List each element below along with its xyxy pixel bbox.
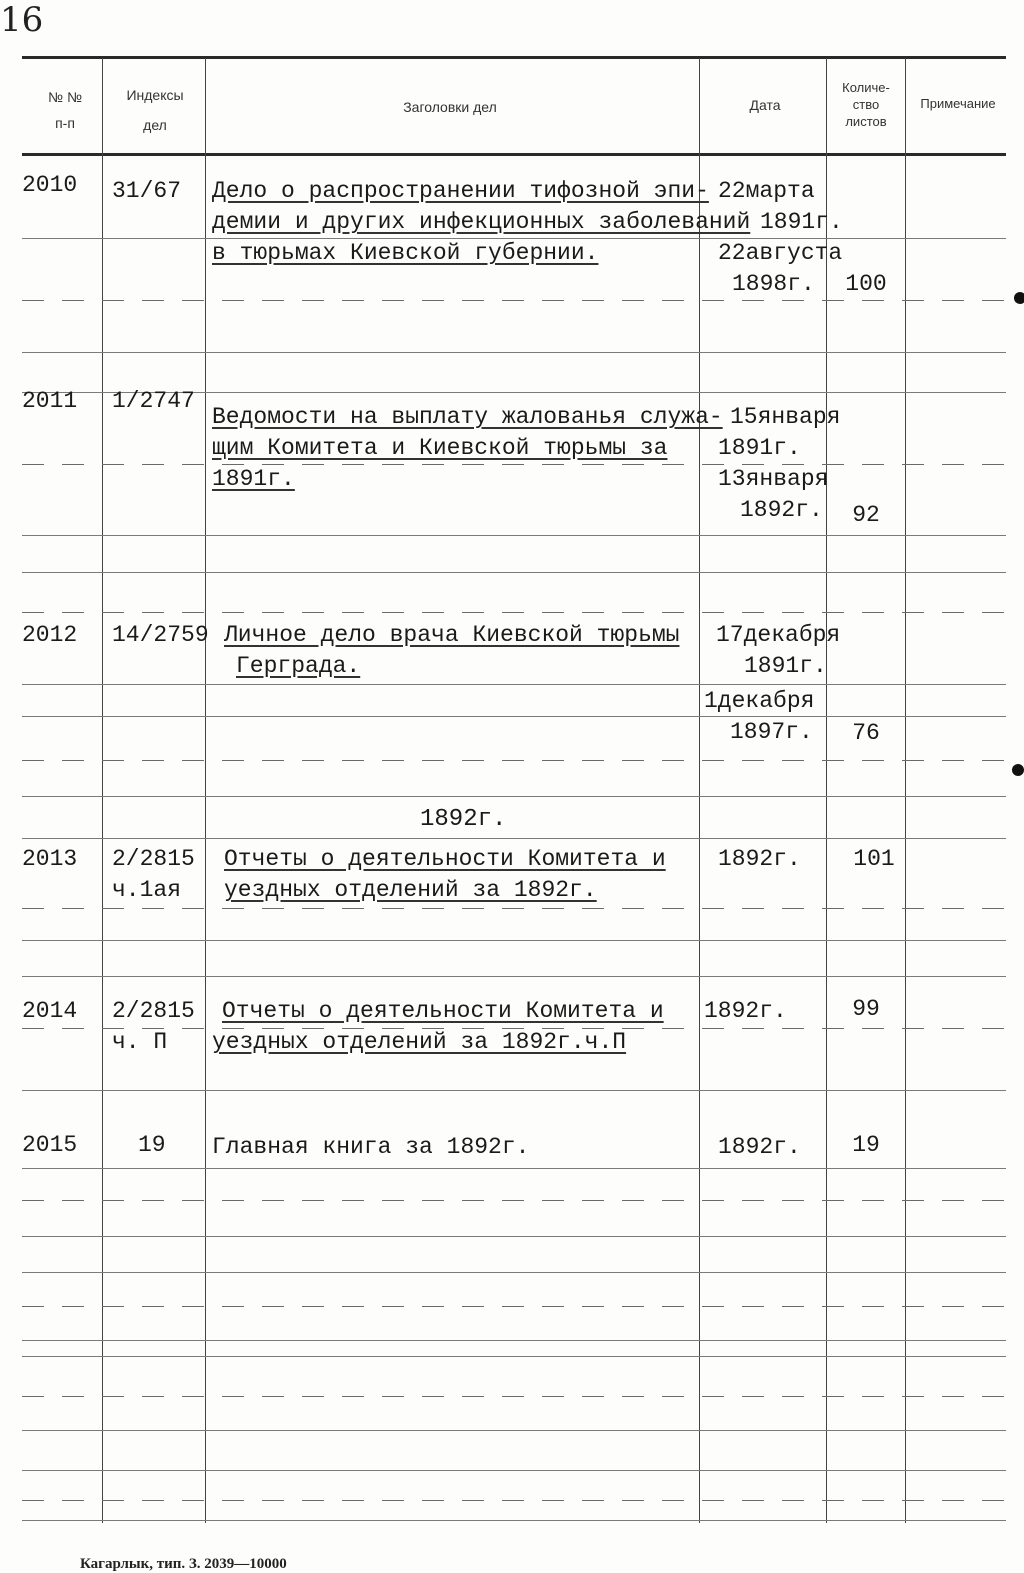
ruled-line xyxy=(22,1520,1006,1521)
ruled-line xyxy=(22,976,1006,977)
header-note: Примечание xyxy=(920,96,996,111)
date-line: 1898г. xyxy=(732,271,815,297)
ruled-line xyxy=(22,1200,1006,1201)
title-line: демии и других инфекционных заболеваний xyxy=(212,209,751,235)
header-titles: Заголовки дел xyxy=(403,99,497,115)
index-line: ч.1ая xyxy=(112,877,182,903)
entry-number: 2010 xyxy=(22,172,78,198)
title-line: щим Комитета и Киевской тюрьмы за xyxy=(212,435,668,461)
date-line: 15января xyxy=(730,404,841,430)
scan-blot xyxy=(1012,764,1024,776)
title-line: уездных отделений за 1892г. xyxy=(224,877,597,903)
column-divider xyxy=(905,58,906,1523)
title-line: Главная книга за 1892г. xyxy=(212,1134,530,1160)
date-line: 1897г. xyxy=(730,719,813,745)
ruled-line xyxy=(22,684,1006,685)
entry-title xyxy=(212,402,723,495)
entry-index: 31/67 xyxy=(112,178,182,204)
index-line: ч. П xyxy=(112,1029,168,1055)
entry-number: 2012 xyxy=(22,622,78,648)
entry-number: 2013 xyxy=(22,846,78,872)
printer-imprint: Кагарлык, тип. З. 2039—10000 xyxy=(80,1556,287,1572)
entry-number: 2015 xyxy=(22,1132,78,1158)
date-line: 1891г. xyxy=(760,209,843,235)
title-line: Герграда. xyxy=(236,653,361,679)
entry-number: 2011 xyxy=(22,388,78,414)
scan-blot xyxy=(1014,292,1024,304)
entry-sheets: 101 xyxy=(853,846,895,872)
ruled-line xyxy=(22,352,1006,353)
ruled-line xyxy=(22,612,1006,613)
ruled-line xyxy=(22,1500,1006,1501)
entry-sheets: 100 xyxy=(845,271,887,297)
header-sheets: Количе- ство листов xyxy=(842,80,890,129)
entry-index: 1/2747 xyxy=(112,388,195,414)
date-line: 22августа xyxy=(718,240,843,266)
entry-sheets: 99 xyxy=(852,996,880,1022)
ruled-line xyxy=(22,1356,1006,1357)
date-line: 1892г. xyxy=(704,998,787,1024)
ruled-line xyxy=(22,1272,1006,1273)
entry-index: 19 xyxy=(138,1132,166,1158)
ruled-line xyxy=(22,1340,1006,1341)
title-line: уездных отделений за 1892г.ч.П xyxy=(212,1029,627,1055)
column-divider xyxy=(102,58,103,1523)
entry-title xyxy=(212,996,712,1058)
ruled-line xyxy=(22,1168,1006,1169)
page-number-mark: 16 xyxy=(0,0,44,40)
ruled-line xyxy=(22,838,1006,839)
entry-title xyxy=(224,620,714,682)
ruled-line xyxy=(22,940,1006,941)
entry-number: 2014 xyxy=(22,998,78,1024)
title-line: Личное дело врача Киевской тюрьмы xyxy=(224,622,680,648)
ruled-line xyxy=(22,716,1006,717)
index-line: 2/2815 xyxy=(112,846,195,872)
year-heading: 1892г. xyxy=(420,806,507,833)
ruled-line xyxy=(22,1090,1006,1091)
header-index: Индексы дел xyxy=(126,87,184,134)
entry-title xyxy=(224,844,714,906)
date-line: 1декабря xyxy=(704,688,815,714)
date-line: 1892г. xyxy=(718,1134,801,1160)
entry-title xyxy=(212,1132,702,1163)
header-rule xyxy=(22,153,1006,156)
column-divider xyxy=(699,58,700,1523)
title-line: в тюрьмах Киевской губернии. xyxy=(212,240,599,266)
entry-index: 14/2759 xyxy=(112,622,209,648)
ruled-line xyxy=(22,572,1006,573)
title-line: Ведомости на выплату жалованья служа- xyxy=(212,404,723,430)
entry-sheets: 92 xyxy=(852,502,880,528)
ruled-line xyxy=(22,1430,1006,1431)
entry-sheets: 76 xyxy=(852,720,880,746)
date-line: 1891г. xyxy=(718,435,801,461)
title-line: Отчеты о деятельности Комитета и xyxy=(222,998,664,1024)
ruled-line xyxy=(22,1470,1006,1471)
header-date: Дата xyxy=(749,97,781,113)
date-line: 17декабря xyxy=(716,622,841,648)
title-line: Дело о распространении тифозной эпи- xyxy=(212,178,709,204)
ruled-line xyxy=(22,1236,1006,1237)
ruled-line xyxy=(22,535,1006,536)
date-line: 1892г. xyxy=(718,846,801,872)
date-line: 1892г. xyxy=(740,497,823,523)
title-line: 1891г. xyxy=(212,466,295,492)
entry-index xyxy=(112,996,207,1058)
ruled-line xyxy=(22,908,1006,909)
ruled-line xyxy=(22,796,1006,797)
title-line: Отчеты о деятельности Комитета и xyxy=(224,846,666,872)
index-line: 2/2815 xyxy=(112,998,195,1024)
entry-sheets: 19 xyxy=(852,1132,880,1158)
ruled-line xyxy=(22,760,1006,761)
top-rule xyxy=(22,56,1006,59)
date-line: 22марта xyxy=(718,178,815,204)
ruled-line xyxy=(22,300,1006,301)
entry-index xyxy=(112,844,207,906)
date-line: 13января xyxy=(718,466,829,492)
entry-date xyxy=(704,996,839,1027)
ruled-line xyxy=(22,1396,1006,1397)
entry-date xyxy=(718,844,853,875)
ruled-line xyxy=(22,1306,1006,1307)
date-line: 1891г. xyxy=(744,653,827,679)
column-divider xyxy=(205,58,206,1523)
header-number: № № п-п xyxy=(48,89,82,132)
entry-title xyxy=(212,176,751,269)
